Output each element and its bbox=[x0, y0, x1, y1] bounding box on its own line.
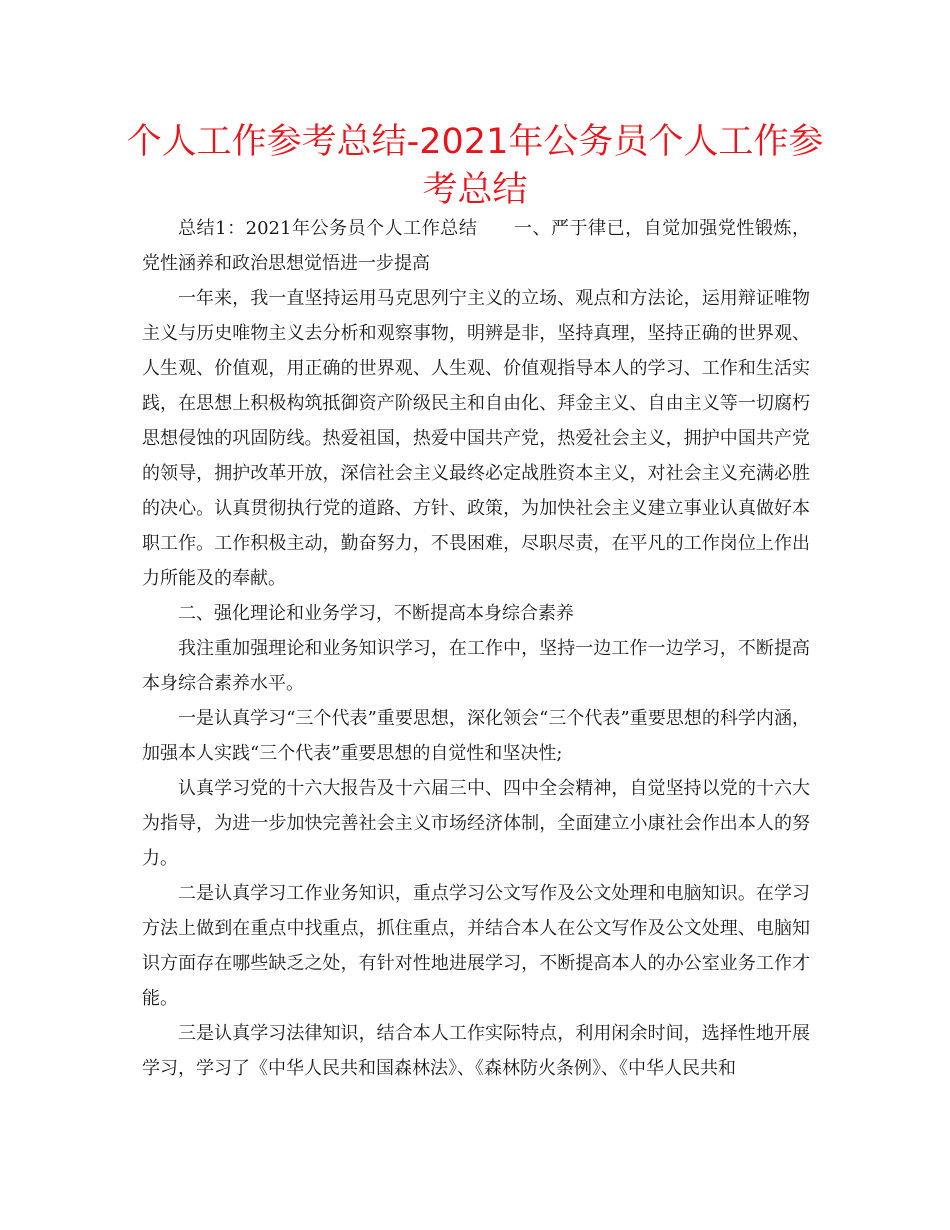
paragraph: 二是认真学习工作业务知识，重点学习公文写作及公文处理和电脑知识。在学习方法上做到在重点中找重点，抓住重点，并结合本人在公文写作及公文处理、电脑知识方面存在哪些缺乏之处，有针对性地进展学习，不断提高本人的办公室业务工作才能。 bbox=[142, 883, 810, 1009]
intro-label: 总结1：2021年公务员个人工作总结 bbox=[178, 218, 478, 239]
section-heading: 二、强化理论和业务学习，不断提高本身综合素养 bbox=[178, 603, 574, 624]
section-heading: 一、严于律已，自觉加强党性锻炼，党性涵养和政治思想觉悟进一步提高 bbox=[142, 218, 810, 274]
paragraph: 三是认真学习法律知识，结合本人工作实际特点，利用闲余时间，选择性地开展学习，学习了《中华人民共和国森林法》、《森林防火条例》、《中华人民共和 bbox=[142, 1023, 810, 1079]
paragraph: 一是认真学习“三个代表”重要思想，深化领会“三个代表”重要思想的科学内涵，加强本人实践“三个代表”重要思想的自觉性和坚决性; bbox=[142, 708, 810, 764]
paragraph: 一年来，我一直坚持运用马克思列宁主义的立场、观点和方法论，运用辩证唯物主义与历史唯物主义去分析和观察事物，明辨是非，坚持真理，坚持正确的世界观、人生观、价值观，用正确的世界观、人生观、价值观指导本人的学习、工作和生活实践，在思想上积极构筑抵御资产阶级民主和自由化、拜金主义、自由主义等一切腐朽思想侵蚀的巩固防线。热爱祖国，热爱中国共产党，热爱社会主义，拥护中国共产党的领导，拥护改革开放，深信社会主义最终必定战胜资本主义，对社会主义充满必胜的决心。认真贯彻执行党的道路、方针、政策，为加快社会主义建立事业认真做好本职工作。工作积极主动，勤奋努力，不畏困难，尽职尽责，在平凡的工作岗位上作出力所能及的奉献。 bbox=[142, 288, 810, 589]
paragraph: 我注重加强理论和业务知识学习，在工作中，坚持一边工作一边学习，不断提高本身综合素养水平。 bbox=[142, 638, 810, 694]
document-body bbox=[142, 211, 810, 1086]
document-title: 个人工作参考总结-2021年公务员个人工作参考总结 bbox=[126, 122, 824, 210]
intro-paragraph bbox=[142, 211, 810, 281]
paragraph: 认真学习党的十六大报告及十六届三中、四中全会精神，自觉坚持以党的十六大为指导，为进一步加快完善社会主义市场经济体制，全面建立小康社会作出本人的努力。 bbox=[142, 778, 810, 869]
